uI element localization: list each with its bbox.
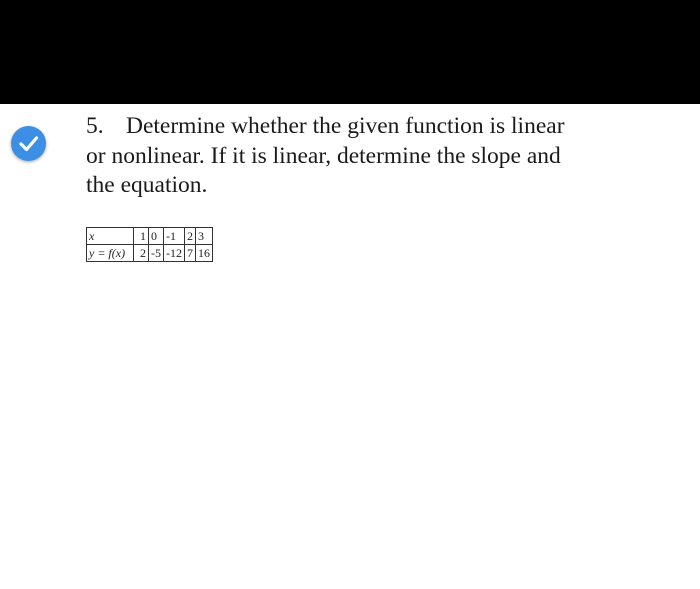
y-header-cell: y = f(x) (87, 245, 134, 262)
y-value-cell: -5 (149, 245, 164, 262)
function-values-table (86, 227, 213, 262)
x-value-cell: -1 (164, 228, 185, 245)
x-value-cell: 3 (196, 228, 213, 245)
problem-text-line-2: or nonlinear. If it is linear, determine the slope and (86, 142, 561, 169)
y-value-cell: -12 (164, 245, 185, 262)
problem-statement (86, 112, 646, 201)
x-value-cell: 1 (134, 228, 149, 245)
x-value-cell: 0 (149, 228, 164, 245)
problem-number: 5. (86, 113, 104, 139)
top-black-bar (0, 0, 700, 104)
x-header-cell: x (87, 228, 134, 245)
problem-text-line-3: the equation. (86, 172, 208, 198)
y-value-cell: 7 (185, 245, 196, 262)
y-value-cell: 2 (134, 245, 149, 262)
y-value-cell: 16 (196, 245, 213, 262)
problem-text-line-1: Determine whether the given function is linear (126, 113, 565, 139)
table-row-y (87, 245, 213, 262)
x-value-cell: 2 (185, 228, 196, 245)
table-row-x (87, 228, 213, 245)
checkmark-icon (11, 126, 46, 161)
